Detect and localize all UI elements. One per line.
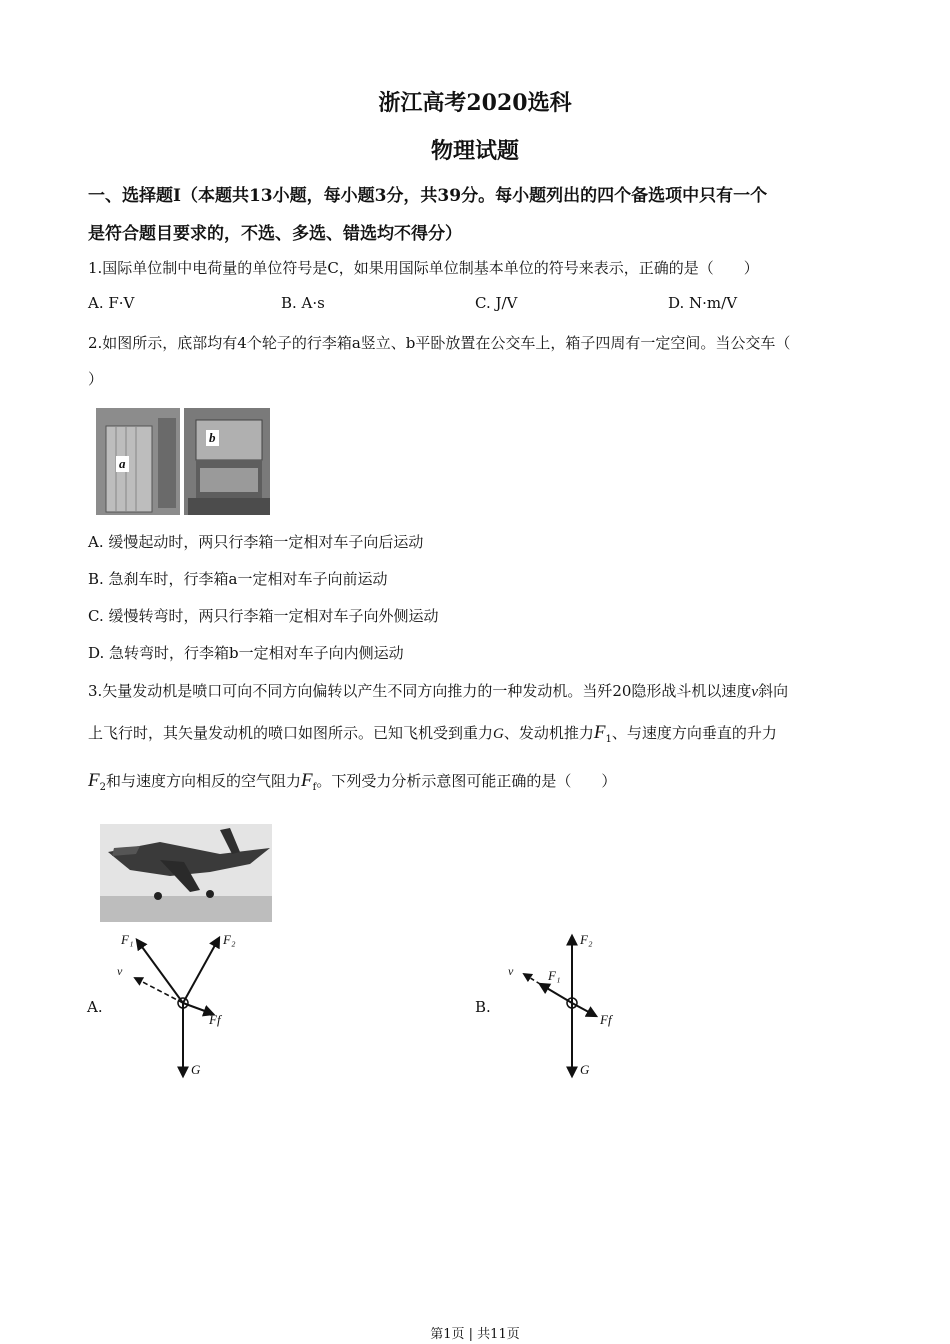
q3-option-a-label: A. bbox=[87, 998, 103, 1016]
q1-option-d: D. N·m/V bbox=[668, 294, 738, 312]
luggage-photo bbox=[96, 408, 270, 515]
var-F2: F bbox=[88, 770, 100, 791]
q3-stem-line1 bbox=[88, 680, 788, 701]
var-v: v bbox=[751, 684, 759, 700]
fighter-jet-photo bbox=[100, 824, 272, 922]
page-subtitle: 物理试题 bbox=[430, 138, 519, 164]
var-Ff: F bbox=[301, 770, 313, 791]
q1-option-a: A. F·V bbox=[88, 294, 135, 312]
page-footer: 第1页 | 共11页 bbox=[430, 1327, 520, 1342]
q3-text: 上飞行时，其矢量发动机的喷口如图所示。已知飞机受到重力 bbox=[88, 724, 494, 742]
q2-stem-line1: 2.如图所示，底部均有4个轮子的行李箱a竖立、b平卧放置在公交车上，箱子四周有一定空间。当公交车（ bbox=[88, 334, 791, 352]
label-f2-b: F₂ bbox=[580, 932, 593, 947]
q3-text: 3.矢量发动机是喷口可向不同方向偏转以产生不同方向推力的一种发动机。当歼20隐形战斗机以速度 bbox=[88, 682, 752, 700]
q3-text: 、发动机推力 bbox=[503, 724, 594, 742]
var-F1-sub: 1 bbox=[605, 734, 612, 745]
label-f1-b: F₁ bbox=[548, 968, 561, 983]
q3-text: 、与速度方向垂直的升力 bbox=[611, 724, 777, 742]
q3-text: 。下列受力分析示意图可能正确的是（ ） bbox=[316, 772, 617, 790]
q1-stem: 1.国际单位制中电荷量的单位符号是C，如果用国际单位制基本单位的符号来表示，正确的是（ ） bbox=[88, 259, 759, 277]
var-F1: F bbox=[593, 722, 606, 743]
label-ff-a: Ff bbox=[209, 1012, 221, 1027]
q2-option-b: B. 急刹车时，行李箱a一定相对车子向前运动 bbox=[88, 570, 388, 588]
var-F2-sub: 2 bbox=[99, 782, 106, 793]
q2-option-d: D. 急转弯时，行李箱b一定相对车子向内侧运动 bbox=[88, 644, 404, 662]
section-heading-line2: 是符合题目要求的，不选、多选、错选均不得分） bbox=[88, 224, 462, 244]
q1-option-b: B. A·s bbox=[281, 294, 325, 312]
q3-text: 斜向 bbox=[758, 682, 789, 700]
q2-option-c: C. 缓慢转弯时，两只行李箱一定相对车子向外侧运动 bbox=[88, 607, 439, 625]
label-v-a: v bbox=[117, 964, 123, 978]
page-title: 浙江高考2020选科 bbox=[378, 90, 572, 116]
label-ff-b: Ff bbox=[600, 1012, 612, 1027]
luggage-label-b: b bbox=[206, 430, 219, 446]
force-diagram-a bbox=[105, 928, 255, 1086]
q3-stem-line2 bbox=[88, 722, 777, 745]
label-f2-a: F₂ bbox=[223, 932, 236, 947]
label-f1-a: F₁ bbox=[121, 932, 134, 947]
luggage-label-a: a bbox=[116, 456, 129, 472]
q1-option-c: C. J/V bbox=[475, 294, 518, 312]
q3-option-b-label: B. bbox=[475, 998, 491, 1016]
q2-stem-line2: ） bbox=[88, 370, 104, 388]
var-G: G bbox=[493, 726, 504, 742]
var-Ff-sub: f bbox=[312, 782, 317, 793]
section-heading-line1: 一、选择题Ⅰ（本题共13小题，每小题3分，共39分。每小题列出的四个备选项中只有一个 bbox=[88, 186, 768, 206]
force-diagram-b bbox=[500, 928, 630, 1086]
label-v-b: v bbox=[508, 964, 514, 978]
q2-option-a: A. 缓慢起动时，两只行李箱一定相对车子向后运动 bbox=[88, 533, 424, 551]
label-g-a: G bbox=[191, 1062, 201, 1077]
q3-text: 和与速度方向相反的空气阻力 bbox=[105, 772, 301, 790]
label-g-b: G bbox=[580, 1062, 590, 1077]
q3-stem-line3 bbox=[88, 770, 616, 793]
